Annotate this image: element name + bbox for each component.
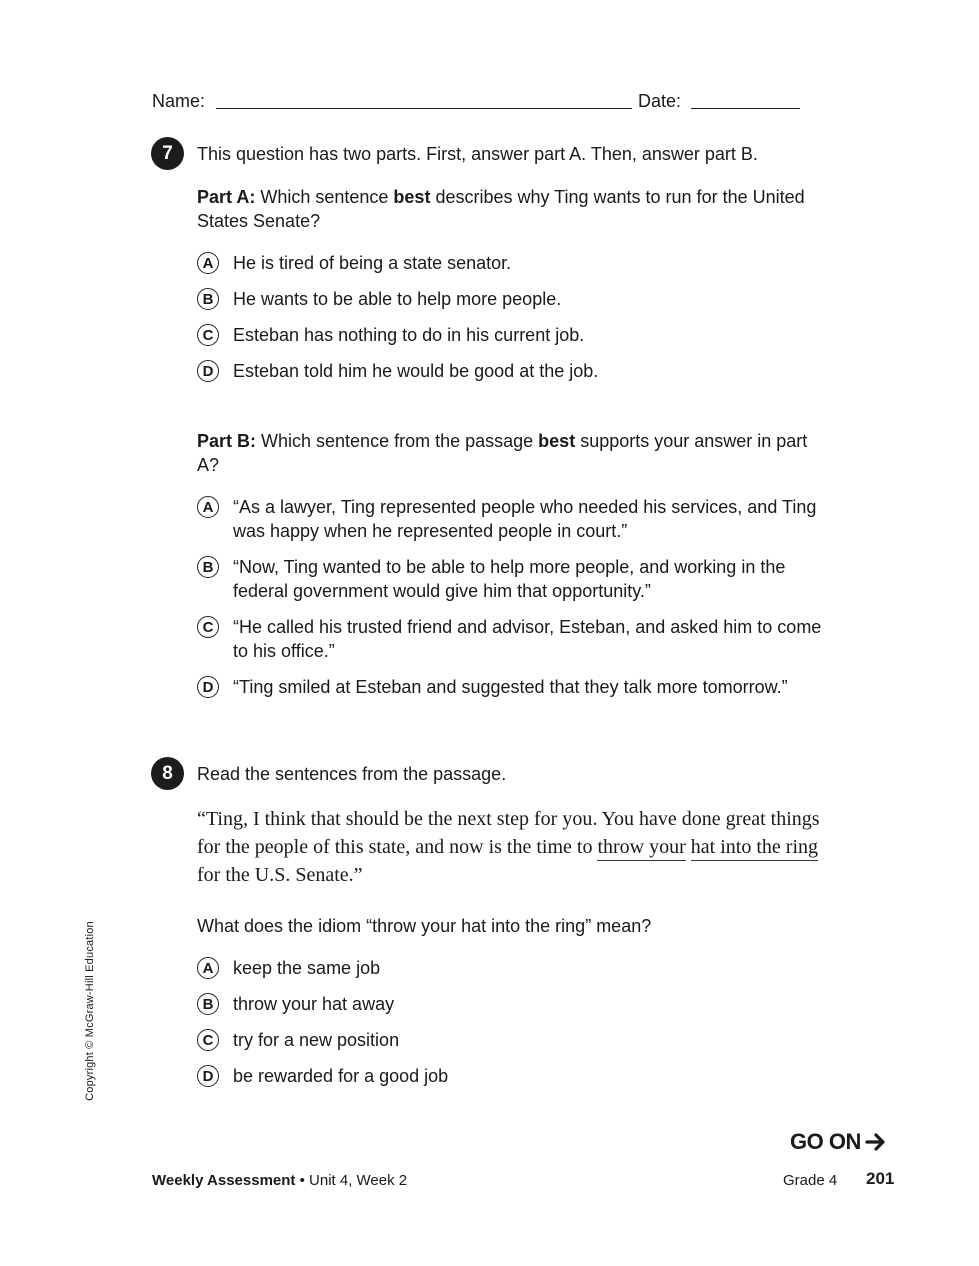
date-field[interactable] bbox=[691, 108, 800, 109]
bubble-c[interactable]: C bbox=[197, 616, 219, 638]
name-label: Name: bbox=[152, 91, 206, 111]
bubble-a[interactable]: A bbox=[197, 957, 219, 979]
footer-left bbox=[152, 1171, 407, 1191]
choice-text: “Now, Ting wanted to be able to help more people, and working in the federal government would give him that opportunity.” bbox=[233, 557, 786, 601]
part-b-prompt-bold: best bbox=[538, 431, 576, 451]
q8-choice-c[interactable] bbox=[197, 1029, 837, 1052]
part-b-choice-b[interactable] bbox=[197, 556, 837, 603]
part-a-choice-a[interactable] bbox=[197, 252, 837, 275]
go-on-indicator bbox=[790, 1129, 887, 1155]
part-a-choice-b[interactable] bbox=[197, 288, 837, 311]
bubble-b[interactable]: B bbox=[197, 288, 219, 310]
bubble-d[interactable]: D bbox=[197, 1065, 219, 1087]
footer-separator: • bbox=[295, 1172, 310, 1189]
question-7-number: 7 bbox=[151, 137, 184, 170]
footer-grade: Grade 4 bbox=[783, 1172, 838, 1189]
choice-text: try for a new position bbox=[233, 1030, 400, 1050]
part-b-label: Part B: bbox=[197, 431, 257, 451]
copyright-notice: Copyright © McGraw-Hill Education bbox=[84, 921, 96, 1101]
arrow-right-icon bbox=[865, 1132, 887, 1152]
part-a-prompt-post: describes why Ting wants to run for the United States Senate? bbox=[197, 187, 805, 231]
part-b-prompt-pre: Which sentence from the passage bbox=[256, 431, 539, 451]
passage-excerpt bbox=[197, 805, 832, 889]
choice-text: “As a lawyer, Ting represented people who needed his services, and Ting was happy when he represented people in court.” bbox=[233, 497, 817, 541]
q8-choice-d[interactable] bbox=[197, 1065, 837, 1088]
choice-text: He wants to be able to help more people. bbox=[233, 289, 562, 309]
page-number: 201 bbox=[866, 1169, 895, 1188]
part-b-prompt bbox=[197, 429, 827, 477]
bubble-d[interactable]: D bbox=[197, 360, 219, 382]
bubble-a[interactable]: A bbox=[197, 252, 219, 274]
part-a-choice-d[interactable] bbox=[197, 360, 837, 383]
choice-text: Esteban has nothing to do in his current job. bbox=[233, 325, 585, 345]
bubble-a[interactable]: A bbox=[197, 496, 219, 518]
question-8-intro: Read the sentences from the passage. bbox=[197, 764, 507, 784]
choice-text: throw your hat away bbox=[233, 994, 395, 1014]
choice-text: be rewarded for a good job bbox=[233, 1066, 449, 1086]
part-a-prompt-bold: best bbox=[393, 187, 431, 207]
bubble-b[interactable]: B bbox=[197, 993, 219, 1015]
date-label: Date: bbox=[638, 91, 682, 111]
bubble-d[interactable]: D bbox=[197, 676, 219, 698]
bubble-b[interactable]: B bbox=[197, 556, 219, 578]
question-7-intro: This question has two parts. First, answer part A. Then, answer part B. bbox=[197, 144, 758, 164]
choice-text: Esteban told him he would be good at the job. bbox=[233, 361, 599, 381]
part-b-prompt-post: supports your answer in part A? bbox=[197, 431, 808, 475]
part-b-choice-c[interactable] bbox=[197, 616, 837, 663]
choice-text: “He called his trusted friend and advisor, Esteban, and asked him to come to his office.” bbox=[233, 617, 822, 661]
bubble-c[interactable]: C bbox=[197, 324, 219, 346]
choice-text: keep the same job bbox=[233, 958, 381, 978]
question-8-number: 8 bbox=[151, 757, 184, 790]
q8-choice-b[interactable] bbox=[197, 993, 837, 1016]
passage-text: “Ting, I think that should be the next step for you. You have done great things for the people of this state, and now is the time to bbox=[197, 808, 820, 858]
bubble-c[interactable]: C bbox=[197, 1029, 219, 1051]
q8-choice-a[interactable] bbox=[197, 957, 837, 980]
choice-text: He is tired of being a state senator. bbox=[233, 253, 512, 273]
passage-text-end: for the U.S. Senate.” bbox=[197, 864, 363, 886]
idiom-underline-1: throw your bbox=[597, 836, 685, 861]
footer-title: Weekly Assessment bbox=[152, 1172, 296, 1189]
question-8-prompt: What does the idiom “throw your hat into the ring” mean? bbox=[197, 916, 652, 936]
part-a-prompt bbox=[197, 185, 827, 233]
part-a-prompt-pre: Which sentence bbox=[255, 187, 394, 207]
part-a-label: Part A: bbox=[197, 187, 256, 207]
footer-unit: Unit 4, Week 2 bbox=[309, 1172, 408, 1189]
choice-text: “Ting smiled at Esteban and suggested that they talk more tomorrow.” bbox=[233, 677, 788, 697]
part-b-choice-d[interactable] bbox=[197, 676, 837, 699]
part-b-choice-a[interactable] bbox=[197, 496, 837, 543]
name-field[interactable] bbox=[216, 108, 632, 109]
go-on-text: GO ON bbox=[790, 1129, 861, 1154]
idiom-underline-2: hat into the ring bbox=[691, 836, 818, 861]
part-a-choice-c[interactable] bbox=[197, 324, 837, 347]
